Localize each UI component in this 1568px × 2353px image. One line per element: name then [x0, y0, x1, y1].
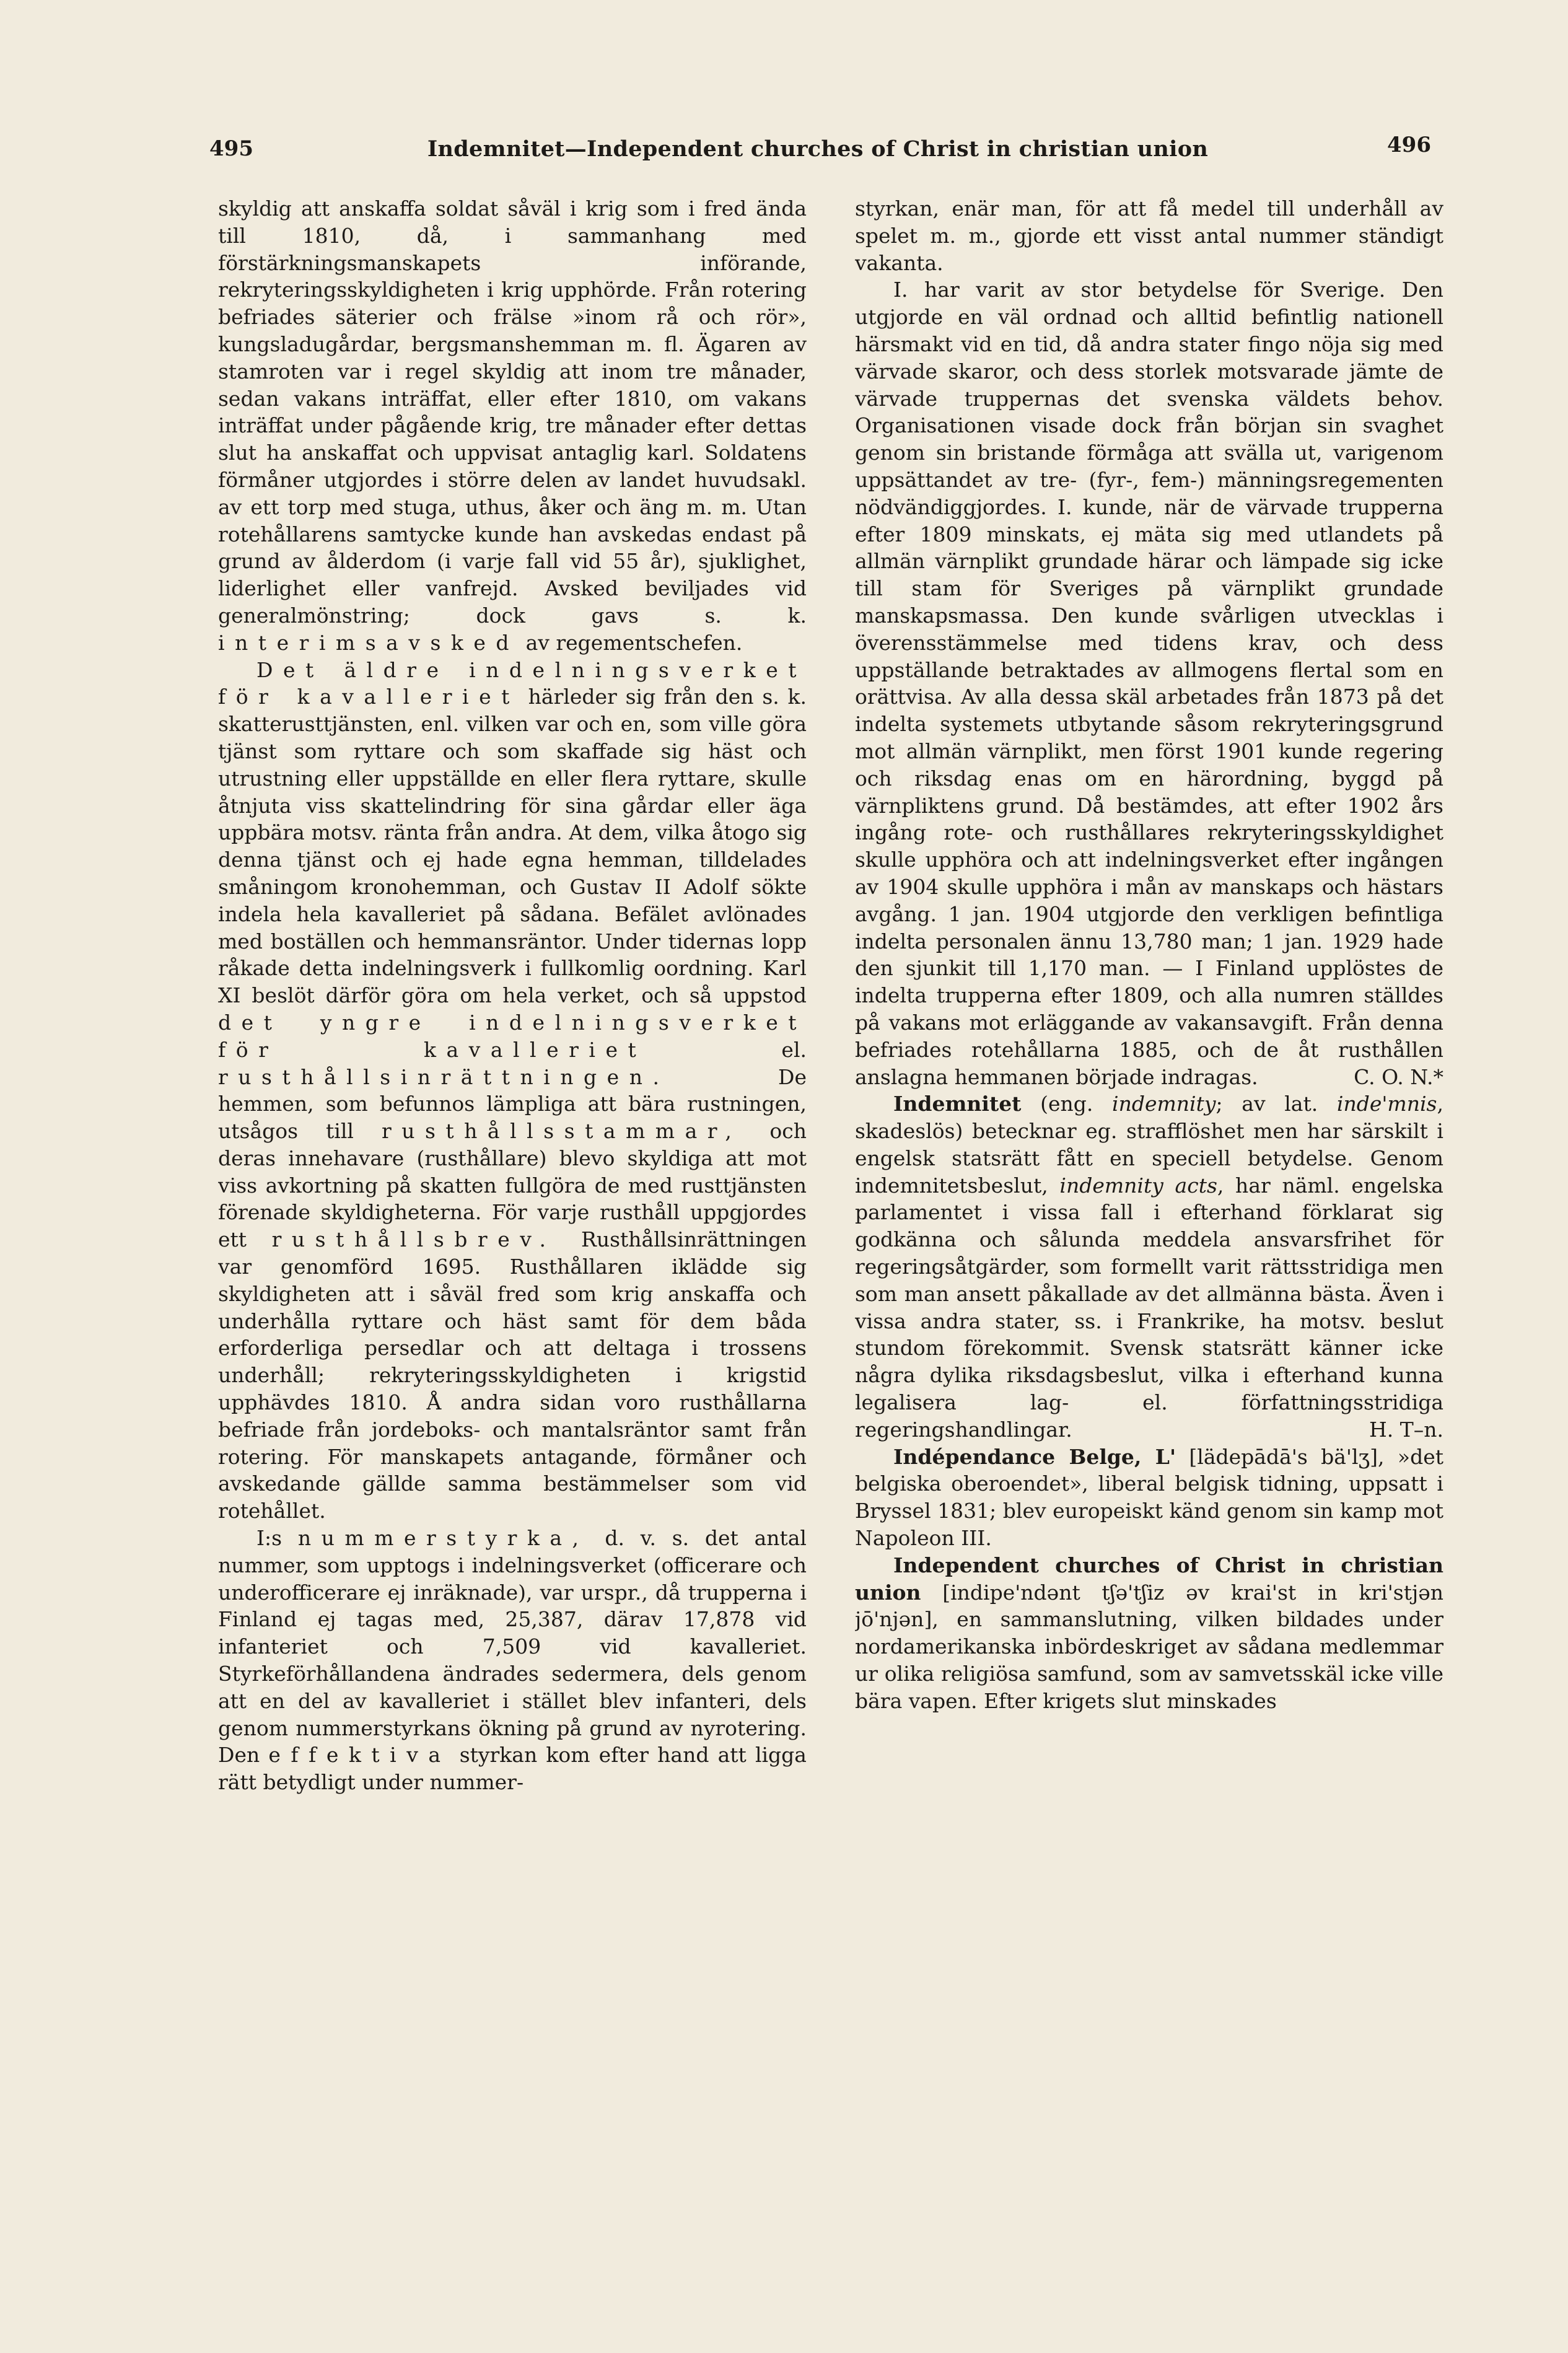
paragraph-continuation: styrkan, enär man, för att få medel till underhåll av spelet m. m., gjorde ett visst antal nummer ständigt vakanta.: [855, 196, 1443, 275]
entry-independance-belge: Indépendance Belge, L' [lädepādā's bä'lʒ], »det belgiska oberoendet», liberal belgisk tidning, uppsatt i Bryssel 1831; blev europeiskt känd genom sin kamp mot Napoleon III.: [855, 1444, 1443, 1551]
entry-independent-churches: Independent churches of Christ in christian union [indipe'ndənt tʃə'tʃiz əv krai'st in kri'stjən jō'njən], en sammanslutning, vilken bildades under nordamerikanska inbördeskriget av sådana medlemmar ur olika religiösa samfund, som av samvetsskäl icke ville bära vapen. Efter krigets slut minskades: [855, 1553, 1443, 1713]
right-column: [855, 195, 1443, 2271]
headword: Indépendance Belge, L': [893, 1444, 1176, 1469]
page-number-right: 496: [1387, 133, 1431, 157]
paragraph-kavalleri: Det äldre indelningsverket för kavalleriet härleder sig från den s. k. skatterusttjänsten, enl. vilken var och en, som ville göra tjänst som ryttare och som skaffade sig häst och utrustning eller uppställde en eller flera ryttare, skulle åtnjuta viss skattelindring för sina gårdar eller äga uppbära motsv. ränta från andra. At dem, vilka åtogo sig denna tjänst och ej hade egna hemman, tilldelades småningom kronohemman, och Gustav II Adolf sökte indela hela kavalleriet på sådana. Befälet avlönades med boställen och hemmansräntor. Under tidernas lopp råkade detta indelningsverk i fullkomlig oordning. Karl XI beslöt därför göra om hela verket, och så uppstod det yngre indelningsverket för kavalleriet el. rusthållsinrättningen. De hemmen, som befunnos lämpliga att bära rustningen, utsågos till rusthållsstammar, och deras innehavare (rusthållare) blevo skyldiga att mot viss avkortning på skatten fullgöra de med rusttjänsten förenade skyldigheterna. För varje rusthåll uppgjordes ett rusthållsbrev. Rusthållsinrättningen var genomförd 1695. Rusthållaren ikläddе sig skyldigheten att i såväl fred som krig anskaffa och underhålla ryttare och häst samt för dem båda erforderliga persedlar och att deltaga i trossens underhåll; rekryteringsskyldigheten i krigstid upphävdes 1810. Å andra sidan voro rusthållarna befriade från jordeboks- och mantalsräntor samt från rotering. För manskapets antagande, förmåner och avskedande gällde samma bestämmelser som vid rotehållet.: [218, 657, 807, 1523]
headword: Independent churches of Christ in christian union: [855, 1553, 1443, 1605]
page-header: [204, 133, 1431, 173]
paragraph-rotering: skyldig att anskaffa soldat såväl i krig som i fred ända till 1810, då, i sammanhang med förstärkningsmanskapets införande, rekryteringsskyldigheten i krig upphörde. Från rotering befriades säterier och frälse »inom rå och rör», kungsladugårdar, bergsmanshemman m. fl. Ägaren av stamroten var i regel skyldig att inom tre månader, sedan vakans inträffat, eller efter 1810, om vakans inträffat under pågående krig, tre månader efter dettas slut ha anskaffat och uppvisat antaglig karl. Soldatens förmåner utgjordes i större delen av landet huvudsakl. av ett torp med stuga, uthus, åker och äng m. m. Utan rotehållarens samtycke kunde han avskedas endast på grund av ålderdom (i varje fall vid 55 år), sjuklighet, liderlighet eller vanfrejd. Avsked beviljades vid generalmönstring; dock gavs s. k. interimsavsked av regementschefen.: [218, 196, 807, 655]
left-column: [218, 195, 807, 2271]
author-signature: H. T–n.: [1369, 1417, 1443, 1442]
running-title: Indemnitet—Independent churches of Christ in christian union: [427, 136, 1209, 162]
page-number-left: 495: [209, 136, 253, 161]
entry-indemnitet: Indemnitet (eng. indemnity; av lat. inde'mnis, skadeslös) betecknar eg. strafflöshet men har särskilt i engelsk statsrätt fått en speciell betydelse. Genom indemnitetsbeslut, indemnity acts, har näml. engelska parlamentet i vissa fall i efterhand förklarat sig godkänna och sålunda meddela ansvarsfrihet för regeringsåtgärder, som formellt varit rättsstridiga men som man ansett påkallade av det allmänna bästa. Även i vissa andra stater, ss. i Frankrike, ha motsv. beslut stundom förekommit. Svensk statsrätt känner icke några dylika riksdagsbeslut, vilka i efterhand kunna legalisera lag- el. författningsstridiga regeringshandlingar. H. T–n.: [855, 1090, 1443, 1443]
headword: Indemnitet: [893, 1092, 1022, 1116]
paragraph-nummerstyrka: I:s nummerstyrka, d. v. s. det antal nummer, som upptogs i indelningsverket (officerare och underofficerare ej inräknade), var urspr., då trupperna i Finland ej tagas med, 25,387, därav 17,878 vid infanteriet och 7,509 vid kavalleriet. Styrkeförhållandena ändrades sedermera, dels genom att en del av kavalleriet i stället blev infanteri, dels genom nummerstyrkans ökning på grund av nyrotering. Den effektiva styrkan kom efter hand att ligga rätt betydligt under nummer-: [218, 1526, 807, 1795]
paragraph-betydelse: I. har varit av stor betydelse för Sverige. Den utgjorde en väl ordnad och alltid befintlig nationell härsmakt vid en tid, då andra stater fingo nöja sig med värvade skaror, och dess storlek motsvarade jämte de värvade truppernas det svenska väldets behov. Organisationen visade dock från början sin svaghet genom sin bristande förmåga att svälla ut, varigenom uppsättandet av tre- (fyr-, fem-) männingsregementen nödvändiggjordes. I. kunde, när de värvade trupperna efter 1809 minskats, ej mäta sig med utlandets på allmän värnplikt grundade härar och lämpade sig icke till stam för Sveriges på värnplikt grundade manskapsmassa. Den kunde svårligen utvecklas i överensstämmelse med tidens krav, och dess uppställande betraktades av allmogens flertal som en orättvisa. Av alla dessa skäl arbetades från 1873 på det indelta systemets utbytande såsom rekryteringsgrund mot allmän värnplikt, men först 1901 kunde regering och riksdag enas om en härordning, byggd på värnpliktens grund. Då bestämdes, att efter 1902 års ingång rote- och rusthållares rekryteringsskyldighet skulle upphöra och att indelningsverket efter ingången av 1904 skulle upphöra i mån av manskaps och hästars avgång. 1 jan. 1904 utgjorde den verkligen befintliga indelta personalen ännu 13,780 man; 1 jan. 1929 hade den sjunkit till 1,170 man. — I Finland upplöstes de indelta trupperna efter 1809, och alla numren ställdes på vakans mot erläggande av vakansavgift. Från denna befriades rotehållarna 1885, och de åt rusthållen anslagna hemmanen började indragas. C. O. N.*: [855, 276, 1443, 1090]
author-signature: C. O. N.*: [1354, 1064, 1443, 1089]
